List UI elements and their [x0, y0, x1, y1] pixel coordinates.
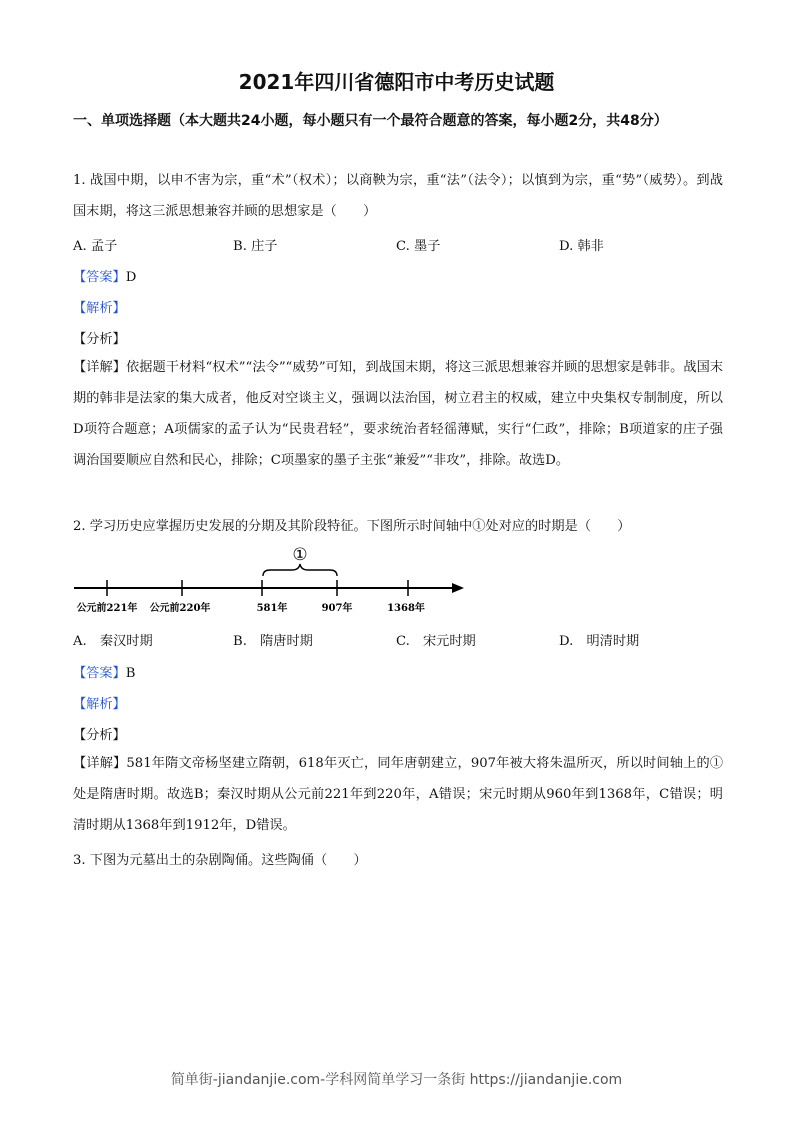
timeline-label-4: 907年	[321, 603, 353, 614]
q1-option-d: D. 韩非	[559, 239, 604, 254]
q2-option-b: B. 隋唐时期	[233, 634, 313, 649]
q1-detail	[73, 352, 723, 476]
question-1-stem: 1. 战国中期，以申不害为宗，重“术”（权术）；以商鞅为宗，重“法”（法令）；以慎到为宗，重“势”（威势）。到战国末期，将这三派思想兼容并顾的思想家是（ ）	[73, 173, 723, 219]
q2-analysis-tag: 【解析】	[73, 697, 126, 712]
q2-option-d: D. 明清时期	[559, 634, 640, 649]
timeline-label-1: 公元前221年	[76, 603, 138, 614]
detail-tag: 【详解】	[73, 756, 127, 771]
section-heading: 一、单项选择题（本大题共24小题，每小题只有一个最符合题意的答案，每小题2分，共48分）	[73, 113, 668, 129]
detail-text: 依据题干材料“权术”“法令”“威势”可知，到战国末期，将这三派思想兼容并顾的思想家是韩非。战国末期的韩非是法家的集大成者，他反对空谈主义，强调以法治国，树立君主的权威，建立中央集权专制制度，所以D项符合题意；A项儒家的孟子认为“民贵君轻”，要求统治者轻徭薄赋，实行“仁政”，排除；B项道家的庄子强调治国要顺应自然和民心，排除；C项墨家的墨子主张“兼爱”“非攻”，排除。故选D。	[73, 360, 724, 468]
answer-tag: 【答案】	[73, 270, 126, 285]
q2-detail	[73, 748, 723, 841]
timeline-label-2: 公元前220年	[149, 603, 211, 614]
timeline-label-3: 581年	[256, 603, 288, 614]
question-2-stem: 2. 学习历史应掌握历史发展的分期及其阶段特征。下图所示时间轴中①处对应的时期是（ ）	[73, 519, 631, 534]
q1-answer	[73, 266, 723, 285]
timeline-figure	[70, 540, 470, 620]
answer-value: D	[125, 270, 137, 285]
question-3-stem: 3. 下图为元墓出土的杂剧陶俑。这些陶俑（ ）	[73, 853, 367, 868]
q2-option-a: A. 秦汉时期	[73, 634, 153, 649]
q2-answer	[73, 662, 723, 681]
q2-fenxi: 【分析】	[73, 728, 126, 743]
detail-tag: 【详解】	[73, 360, 126, 375]
timeline-marker: ①	[292, 545, 308, 565]
timeline-arrow-icon	[452, 583, 464, 593]
answer-tag: 【答案】	[73, 666, 126, 681]
q1-fenxi: 【分析】	[73, 332, 126, 347]
q1-option-b: B. 庄子	[233, 239, 278, 254]
brace-icon	[263, 564, 337, 576]
timeline-label-5: 1368年	[387, 603, 425, 614]
answer-value: B	[125, 666, 136, 681]
q1-analysis-tag: 【解析】	[73, 301, 126, 316]
q2-option-c: C. 宋元时期	[396, 634, 476, 649]
page-title: 2021年四川省德阳市中考历史试题	[238, 70, 555, 94]
q1-option-c: C. 墨子	[396, 239, 441, 254]
detail-text: 581年隋文帝杨坚建立隋朝，618年灭亡，同年唐朝建立，907年被大将朱温所灭，所以时间轴上的①处是隋唐时期。故选B；秦汉时期从公元前221年到220年，A错误；宋元时期从960年到1368年，C错误；明清时期从1368年到1912年，D错误。	[73, 756, 724, 833]
q1-option-a: A. 孟子	[73, 239, 118, 254]
page-footer: 简单街-jiandanjie.com-学科网简单学习一条街 https://jiandanjie.com	[170, 1072, 623, 1088]
